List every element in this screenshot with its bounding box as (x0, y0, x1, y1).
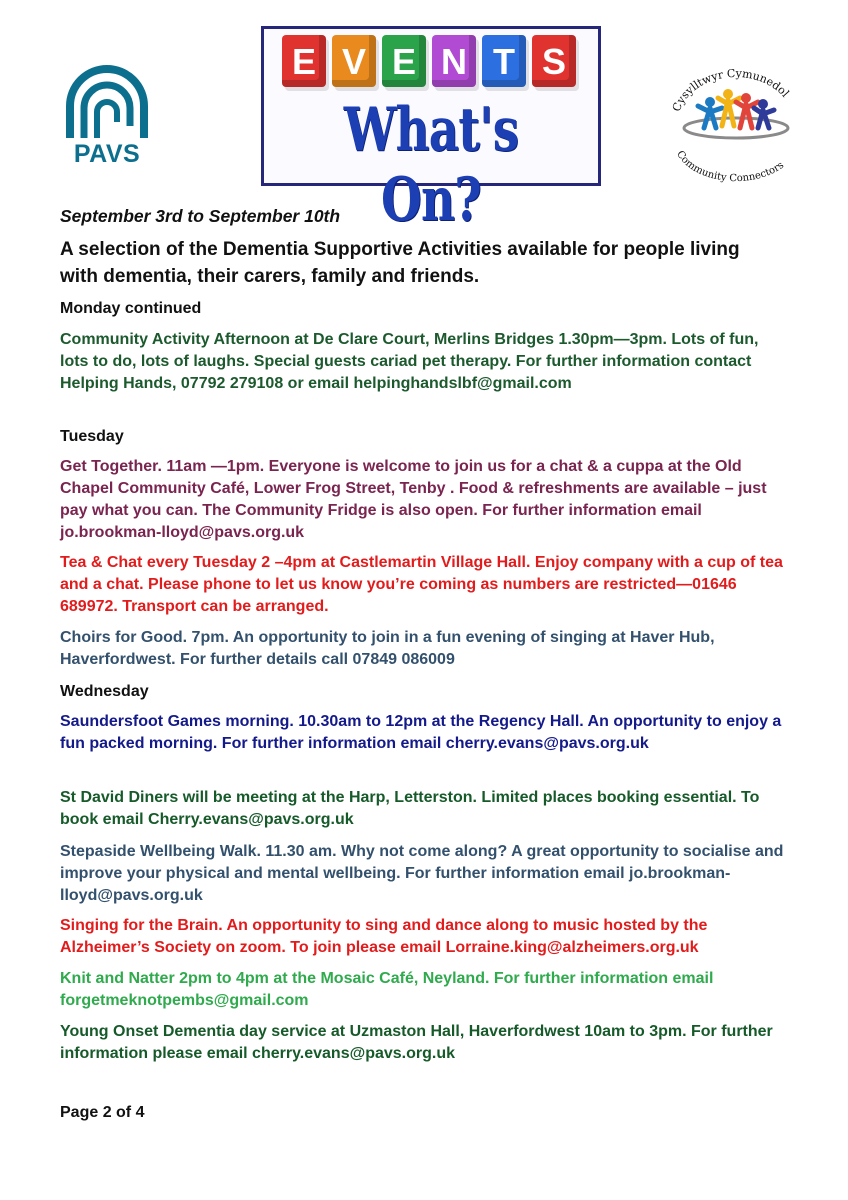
event-item: Knit and Natter 2pm to 4pm at the Mosaic Café, Neyland. For further information email forgetmeknotpembs@gmail.com (60, 970, 714, 1009)
pavs-logo-text: PAVS (73, 140, 141, 168)
community-connectors-emblem-icon (664, 58, 806, 190)
events-cube: T (482, 35, 526, 87)
events-cube: S (532, 35, 576, 87)
events-whats-on-banner (261, 26, 601, 235)
event-item: Saundersfoot Games morning. 10.30am to 12pm at the Regency Hall. An opportunity to enjoy a fun packed morning. For further information email cherry.evans@pavs.org.uk (60, 713, 782, 752)
event-item: Get Together. 11am —1pm. Everyone is welcome to join us for a chat & a cuppa at the Old Chapel Community Café, Lower Frog Street, Tenby . Food & refreshments are available – just pay what you can. The Community Fridge is also open. For further information email jo.brookman-lloyd@pavs.org.uk (60, 458, 767, 541)
date-range-heading: September 3rd to September 10th (60, 206, 341, 226)
day-heading-wednesday: Wednesday (60, 683, 149, 700)
event-item: Young Onset Dementia day service at Uzmaston Hall, Haverfordwest 10am to 3pm. For further information please email cherry.evans@pavs.org.uk (60, 1023, 773, 1062)
intro-paragraph: A selection of the Dementia Supportive Activities available for people living with dementia, their carers, family and friends. (60, 239, 740, 287)
events-cubes (282, 35, 586, 99)
events-cube: E (382, 35, 426, 87)
event-item: Choirs for Good. 7pm. An opportunity to join in a fun evening of singing at Haver Hub, Haverfordwest. For further details call 07849 086009 (60, 629, 715, 668)
event-item: Singing for the Brain. An opportunity to sing and dance along to music hosted by the Alzheimer’s Society on zoom. To join please email Lorraine.king@alzheimers.org.uk (60, 917, 708, 956)
connectors-welsh-text: Cysylltwyr Cymunedol (669, 66, 792, 114)
connectors-english-text: Community Connectors (674, 148, 787, 185)
events-cube: V (332, 35, 376, 87)
event-item: Stepaside Wellbeing Walk. 11.30 am. Why not come along? A great opportunity to socialise and improve your physical and mental wellbeing. For further information email jo.brookman-lloyd@pavs.org.uk (60, 843, 784, 904)
pavs-arch-icon (62, 66, 152, 140)
svg-text:Community Connectors (674, 149, 786, 184)
pavs-logo (62, 66, 152, 170)
page-number: Page 2 of 4 (60, 1104, 145, 1121)
day-heading-monday: Monday continued (60, 300, 202, 317)
event-item: Community Activity Afternoon at De Clare Court, Merlins Bridges 1.30pm—3pm. Lots of fun, lots to do, lots of laughs. Special guests cariad pet therapy. For further information contact Helping Hands, 07792 279108 or email helpinghandslbf@gmail.com (60, 331, 759, 392)
event-item: Tea & Chat every Tuesday 2 –4pm at Castlemartin Village Hall. Enjoy company with a cup of tea and a chat. Please phone to let us know you’re coming as numbers are restricted—01646 689972. Transport can be arranged. (60, 554, 783, 615)
whats-on-tagline: What's On? (343, 95, 519, 235)
event-item: St David Diners will be meeting at the Harp, Letterston. Limited places booking essential. To book email Cherry.evans@pavs.org.uk (60, 789, 760, 828)
events-cube: E (282, 35, 326, 87)
events-cube: N (432, 35, 476, 87)
community-connectors-logo (664, 58, 806, 190)
day-heading-tuesday: Tuesday (60, 428, 124, 445)
